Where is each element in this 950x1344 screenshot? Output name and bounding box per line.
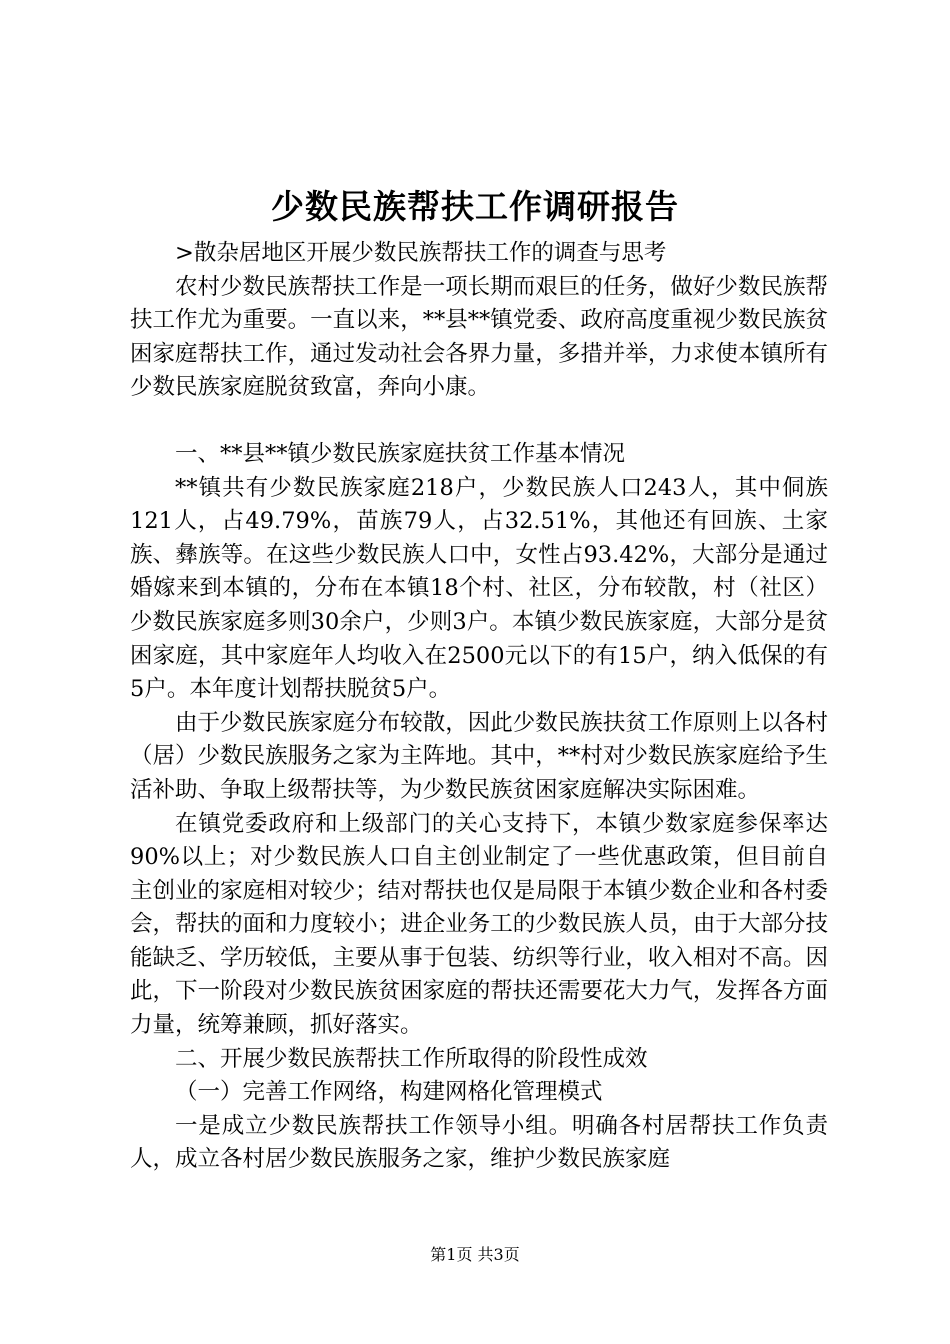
body-paragraph: 由于少数民族家庭分布较散，因此少数民族扶贫工作原则上以各村（居）少数民族服务之家为主阵地。其中，**村对少数民族家庭给予生活补助、争取上级帮扶等，为少数民族贫困家庭解决实际困难。: [130, 709, 828, 803]
document-title: 少数民族帮扶工作调研报告: [271, 187, 679, 226]
section-heading-2: 二、开展少数民族帮扶工作所取得的阶段性成效: [175, 1045, 648, 1072]
intro-paragraph: 农村少数民族帮扶工作是一项长期而艰巨的任务，做好少数民族帮扶工作尤为重要。一直以来，**县**镇党委、政府高度重视少数民族贫困家庭帮扶工作，通过发动社会各界力量，多措并举，力求使本镇所有少数民族家庭脱贫致富，奔向小康。: [130, 273, 828, 401]
body-paragraph: 一是成立少数民族帮扶工作领导小组。明确各村居帮扶工作负责人，成立各村居少数民族服务之家，维护少数民族家庭: [130, 1112, 828, 1173]
document-body: [130, 237, 828, 1177]
body-paragraph: 在镇党委政府和上级部门的关心支持下，本镇少数家庭参保率达90%以上；对少数民族人口自主创业制定了一些优惠政策，但目前自主创业的家庭相对较少；结对帮扶也仅是局限于本镇少数企业和各村委会，帮扶的面和力度较小；进企业务工的少数民族人员，由于大部分技能缺乏、学历较低，主要从事于包装、纺织等行业，收入相对不高。因此，下一阶段对少数民族贫困家庭的帮扶还需要花大力气，发挥各方面力量，统筹兼顾，抓好落实。: [130, 810, 828, 1039]
body-paragraph: **镇共有少数民族家庭218户，少数民族人口243人，其中侗族121人，占49.79%，苗族79人，占32.51%，其他还有回族、土家族、彝族等。在这些少数民族人口中，女性占93.42%，大部分是通过婚嫁来到本镇的，分布在本镇18个村、社区，分布较散，村（社区）少数民族家庭多则30余户，少则3户。本镇少数民族家庭，大部分是贫困家庭，其中家庭年人均收入在2500元以下的有15户，纳入低保的有5户。本年度计划帮扶脱贫5户。: [130, 474, 828, 703]
section-heading-1: 一、**县**镇少数民族家庭扶贫工作基本情况: [175, 440, 626, 467]
subtitle-paragraph: >散杂居地区开展少数民族帮扶工作的调查与思考: [175, 240, 667, 266]
page-footer: 第1页 共3页: [430, 1245, 520, 1264]
subsection-heading-1: （一）完善工作网络，构建网格化管理模式: [175, 1079, 603, 1106]
